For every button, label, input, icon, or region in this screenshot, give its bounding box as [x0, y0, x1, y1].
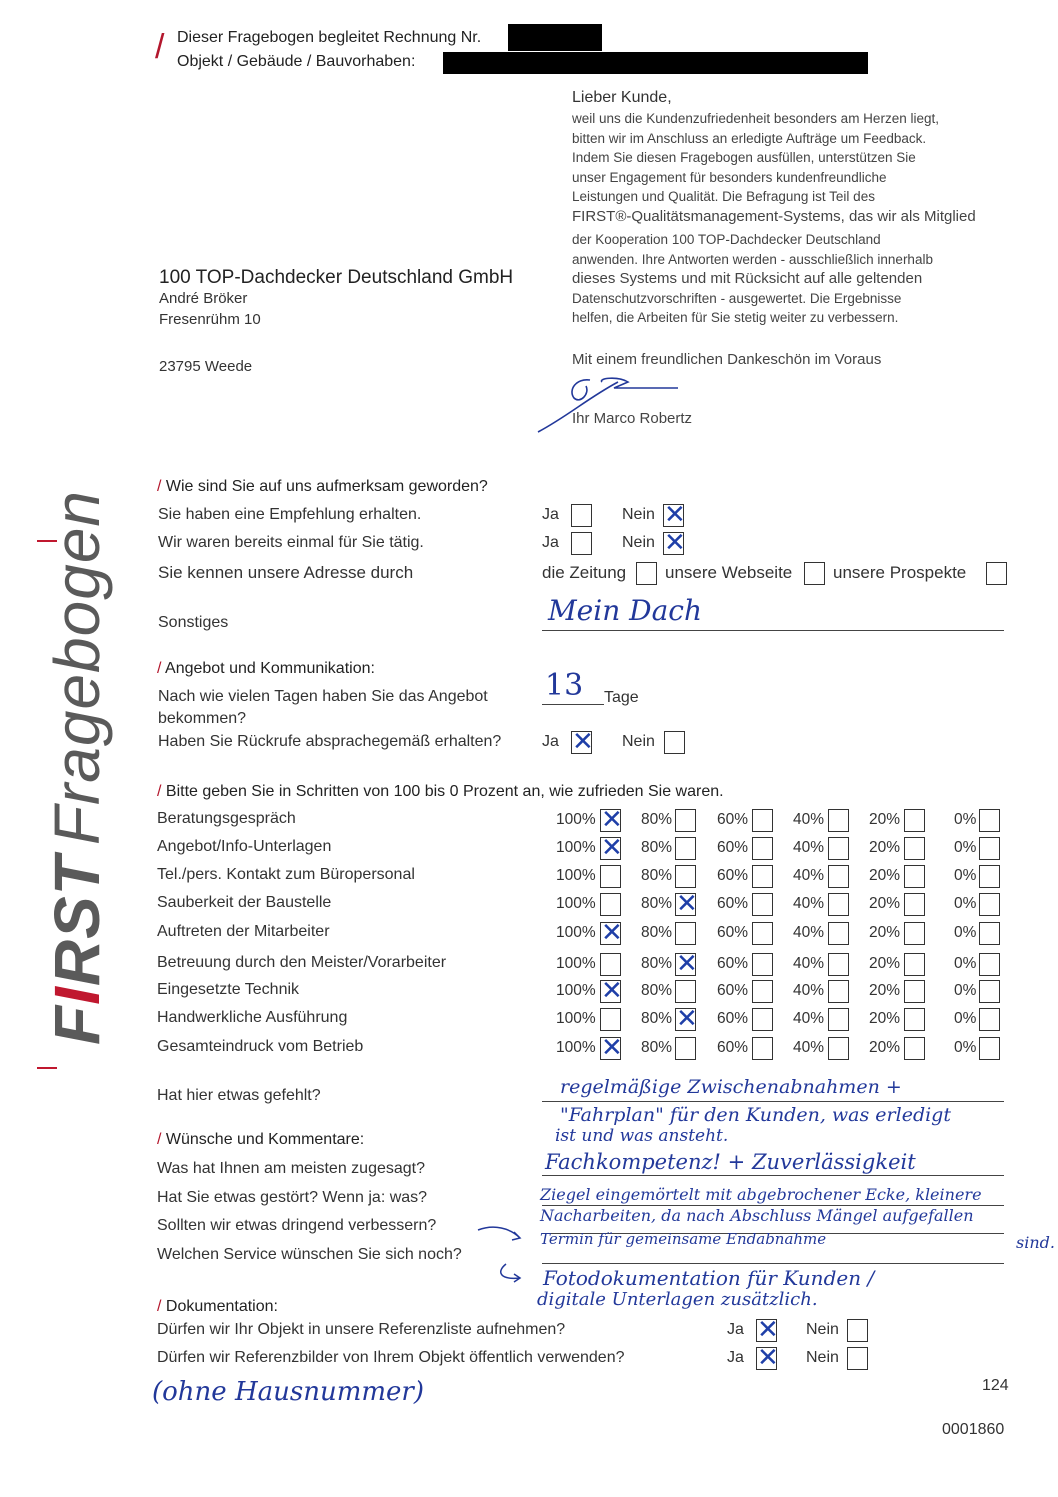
question-service: Welchen Service wünschen Sie sich noch?	[157, 1246, 462, 1263]
rating-checkbox[interactable]	[752, 809, 773, 832]
checkbox-ja[interactable]	[571, 532, 592, 555]
answer-line	[542, 1175, 1004, 1176]
rating-level-label: 20%	[869, 982, 901, 999]
answer-line	[542, 630, 1004, 631]
rating-checkbox[interactable]	[828, 837, 849, 860]
question-reference-list: Dürfen wir Ihr Objekt in unsere Referenzliste aufnehmen?	[157, 1321, 566, 1338]
rating-checkbox[interactable]	[600, 833, 623, 863]
question-reference-images: Dürfen wir Referenzbilder von Ihrem Objekt öffentlich verwenden?	[157, 1349, 625, 1366]
label-nein: Nein	[622, 534, 655, 551]
signature	[528, 368, 728, 438]
rating-checkbox[interactable]	[675, 837, 696, 860]
label-sonstiges: Sonstiges	[158, 614, 229, 631]
rating-level-label: 100%	[556, 895, 596, 912]
checkbox-ja[interactable]	[756, 1343, 779, 1373]
rating-level-label: 80%	[641, 982, 673, 999]
rating-level-label: 0%	[954, 839, 977, 856]
label-ja: Ja	[542, 506, 559, 523]
check-mark-icon: ✕	[676, 949, 698, 979]
rating-checkbox[interactable]	[979, 837, 1000, 860]
rating-level-label: 20%	[869, 811, 901, 828]
checkbox-nein[interactable]	[847, 1347, 868, 1370]
arrow-icons	[476, 1220, 524, 1292]
rating-checkbox[interactable]	[600, 865, 621, 888]
section-title-wishes: / Wünsche und Kommentare:	[157, 1131, 365, 1148]
rating-level-label: 100%	[556, 1039, 596, 1056]
letter-line: Leistungen und Qualität. Die Befragung ist Teil des	[572, 189, 875, 204]
checkbox-zeitung[interactable]	[636, 562, 657, 585]
label-nein: Nein	[806, 1349, 839, 1366]
rating-level-label: 20%	[869, 924, 901, 941]
rating-level-label: 80%	[641, 895, 673, 912]
rating-level-label: 60%	[717, 1010, 749, 1027]
rating-row-label: Eingesetzte Technik	[157, 981, 300, 998]
rating-checkbox[interactable]	[904, 893, 925, 916]
rating-checkbox[interactable]	[979, 922, 1000, 945]
label-nein: Nein	[806, 1321, 839, 1338]
rating-checkbox[interactable]	[600, 1033, 623, 1063]
letter-line: anwenden. Ihre Antworten werden - ausschließlich innerhalb	[572, 251, 933, 267]
rating-level-label: 80%	[641, 811, 673, 828]
rating-row-label: Auftreten der Mitarbeiter	[157, 923, 330, 940]
handwritten-service-2: digitale Unterlagen zusätzlich.	[537, 1289, 818, 1310]
checkbox-ja[interactable]	[756, 1315, 779, 1345]
rating-level-label: 20%	[869, 839, 901, 856]
rating-level-label: 60%	[717, 895, 749, 912]
rating-checkbox[interactable]	[904, 1008, 925, 1031]
rating-row-label: Tel./pers. Kontakt zum Büropersonal	[157, 866, 415, 883]
option-zeitung: die Zeitung	[542, 563, 627, 582]
rating-checkbox[interactable]	[675, 865, 696, 888]
rating-row-label: Angebot/Info-Unterlagen	[157, 838, 332, 855]
rating-level-label: 100%	[556, 867, 596, 884]
rating-level-label: 60%	[717, 924, 749, 941]
label-ja: Ja	[727, 1349, 744, 1366]
question-offer-days: Nach wie vielen Tagen haben Sie das Angebot	[158, 688, 488, 705]
rating-checkbox[interactable]	[752, 837, 773, 860]
rating-checkbox[interactable]	[828, 1008, 849, 1031]
rating-checkbox[interactable]	[828, 809, 849, 832]
sidebar-title	[40, 490, 114, 1045]
rating-level-label: 0%	[954, 895, 977, 912]
rating-row-label: Handwerkliche Ausführung	[157, 1009, 348, 1026]
rating-checkbox[interactable]	[752, 865, 773, 888]
letter-line: Indem Sie diesen Fragebogen ausfüllen, unterstützen Sie	[572, 150, 916, 165]
letter-line: der Kooperation 100 TOP-Dachdecker Deutschland	[572, 232, 881, 247]
rating-level-label: 60%	[717, 1039, 749, 1056]
question-missing: Hat hier etwas gefehlt?	[157, 1087, 321, 1104]
handwritten-missing-2: "Fahrplan" für den Kunden, was erledigt	[560, 1104, 951, 1126]
rating-checkbox[interactable]	[828, 893, 849, 916]
check-mark-icon: ✕	[676, 1004, 698, 1034]
label-ja: Ja	[542, 733, 559, 750]
rating-level-label: 60%	[717, 811, 749, 828]
rating-level-label: 40%	[793, 867, 825, 884]
answer-line	[542, 1263, 1004, 1264]
checkbox-nein[interactable]	[664, 731, 685, 754]
check-mark-icon: ✕	[757, 1343, 779, 1373]
rating-checkbox[interactable]	[675, 980, 696, 1003]
redacted-object	[443, 52, 868, 74]
rating-checkbox[interactable]	[828, 980, 849, 1003]
checkbox-webseite[interactable]	[804, 562, 825, 585]
question-offer-days-cont: bekommen?	[158, 710, 247, 727]
rating-checkbox[interactable]	[675, 949, 698, 979]
rating-checkbox[interactable]	[675, 922, 696, 945]
rating-level-label: 100%	[556, 839, 596, 856]
checkbox-prospekte[interactable]	[986, 562, 1007, 585]
rating-level-label: 60%	[717, 839, 749, 856]
handwritten-disturbed-1: Ziegel eingemörtelt mit abgebrochener Ecke, kleinere	[540, 1185, 982, 1204]
rating-level-label: 40%	[793, 955, 825, 972]
rating-checkbox[interactable]	[752, 953, 773, 976]
checkbox-ja[interactable]	[571, 504, 592, 527]
rating-checkbox[interactable]	[675, 889, 698, 919]
handwritten-service-1: Fotodokumentation für Kunden /	[543, 1266, 875, 1290]
rating-level-label: 100%	[556, 811, 596, 828]
checkbox-nein[interactable]	[663, 500, 686, 530]
rating-checkbox[interactable]	[828, 1037, 849, 1060]
label-tage: Tage	[604, 689, 639, 706]
rating-row-label: Sauberkeit der Baustelle	[157, 894, 332, 911]
rating-checkbox[interactable]	[979, 1008, 1000, 1031]
handwritten-missing-1: regelmäßige Zwischenabnahmen +	[560, 1076, 902, 1098]
answer-line	[542, 1101, 1004, 1102]
rating-checkbox[interactable]	[828, 865, 849, 888]
rating-level-label: 80%	[641, 955, 673, 972]
question-callbacks: Haben Sie Rückrufe absprachegemäß erhalten?	[158, 733, 502, 750]
sidebar-word: Fragebogen	[41, 489, 113, 846]
question-previous-work: Wir waren bereits einmal für Sie tätig.	[158, 534, 424, 551]
check-mark-icon: ✕	[676, 889, 698, 919]
rating-level-label: 0%	[954, 867, 977, 884]
rating-level-label: 60%	[717, 955, 749, 972]
rating-level-label: 20%	[869, 1010, 901, 1027]
rating-checkbox[interactable]	[675, 809, 696, 832]
rating-checkbox[interactable]	[904, 922, 925, 945]
handwritten-disturbed-3: sind.	[1016, 1233, 1055, 1252]
rating-checkbox[interactable]	[752, 922, 773, 945]
redacted-invoice-number	[508, 24, 602, 51]
letter-line: FIRST®-Qualitätsmanagement-Systems, das wir als Mitglied	[572, 207, 976, 225]
rating-checkbox[interactable]	[979, 865, 1000, 888]
rating-level-label: 40%	[793, 895, 825, 912]
label-ja: Ja	[727, 1321, 744, 1338]
rating-row-label: Beratungsgespräch	[157, 810, 296, 827]
rating-level-label: 0%	[954, 1039, 977, 1056]
rating-level-label: 40%	[793, 1039, 825, 1056]
rating-row-label: Betreuung durch den Meister/Vorarbeiter	[157, 954, 447, 971]
rating-checkbox[interactable]	[600, 918, 623, 948]
section-title-documentation: / Dokumentation:	[157, 1298, 278, 1315]
rating-checkbox[interactable]	[600, 805, 623, 835]
check-mark-icon: ✕	[757, 1315, 779, 1345]
letter-body	[572, 109, 976, 328]
rating-level-label: 80%	[641, 867, 673, 884]
rating-level-label: 40%	[793, 924, 825, 941]
answer-line	[542, 704, 604, 705]
checkbox-nein[interactable]	[847, 1319, 868, 1342]
rating-level-label: 0%	[954, 811, 977, 828]
letter-line: weil uns die Kundenzufriedenheit besonders am Herzen liegt,	[572, 111, 939, 126]
handwritten-missing-3: ist und was ansteht.	[555, 1126, 729, 1146]
check-mark-icon: ✕	[664, 500, 686, 530]
check-mark-icon: ✕	[572, 727, 594, 757]
rating-level-label: 0%	[954, 955, 977, 972]
rating-level-label: 80%	[641, 1010, 673, 1027]
handwritten-improve: Termin für gemeinsame Endabnahme	[540, 1230, 827, 1248]
handwritten-liked: Fachkompetenz! + Zuverlässigkeit	[545, 1150, 916, 1174]
first-logo: FIRST	[41, 855, 113, 1045]
rating-checkbox[interactable]	[828, 922, 849, 945]
accent-slash: /	[155, 28, 165, 66]
letter-signer: Ihr Marco Robertz	[572, 410, 693, 427]
company-contact: André Bröker	[159, 290, 248, 307]
rating-row-label: Gesamteindruck vom Betrieb	[157, 1038, 364, 1055]
letter-line: helfen, die Arbeiten für Sie stetig weiter zu verbessern.	[572, 310, 899, 325]
checkbox-nein[interactable]	[663, 528, 686, 558]
rating-checkbox[interactable]	[904, 837, 925, 860]
letter-line: unser Engagement für besonders kundenfreundliche	[572, 169, 887, 185]
red-tick	[37, 1067, 57, 1069]
check-mark-icon: ✕	[601, 1033, 623, 1063]
rating-checkbox[interactable]	[752, 893, 773, 916]
question-improve: Sollten wir etwas dringend verbessern?	[157, 1217, 437, 1234]
rating-checkbox[interactable]	[828, 953, 849, 976]
option-webseite: unsere Webseite	[665, 563, 793, 582]
rating-checkbox[interactable]	[752, 980, 773, 1003]
rating-checkbox[interactable]	[904, 980, 925, 1003]
company-name: 100 TOP-Dachdecker Deutschland GmbH	[159, 267, 514, 288]
rating-checkbox[interactable]	[904, 809, 925, 832]
letter-line: bitten wir im Anschluss an erledigte Aufträge um Feedback.	[572, 130, 927, 146]
handwritten-sonstiges: Mein Dach	[548, 594, 702, 627]
section-title-source: / Wie sind Sie auf uns aufmerksam geworden?	[157, 478, 488, 495]
check-mark-icon: ✕	[601, 833, 623, 863]
check-mark-icon: ✕	[664, 528, 686, 558]
rating-level-label: 20%	[869, 1039, 901, 1056]
question-recommendation: Sie haben eine Empfehlung erhalten.	[158, 506, 422, 523]
rating-level-label: 0%	[954, 924, 977, 941]
rating-level-label: 100%	[556, 982, 596, 999]
rating-checkbox[interactable]	[979, 893, 1000, 916]
handwritten-days: 13	[545, 668, 584, 703]
check-mark-icon: ✕	[601, 976, 623, 1006]
rating-level-label: 40%	[793, 1010, 825, 1027]
invoice-label: Dieser Fragebogen begleitet Rechnung Nr.	[177, 29, 482, 46]
rating-checkbox[interactable]	[979, 1037, 1000, 1060]
rating-checkbox[interactable]	[752, 1037, 773, 1060]
handwritten-note: (ohne Hausnummer)	[152, 1377, 424, 1407]
question-address-source: Sie kennen unsere Adresse durch	[158, 563, 414, 582]
rating-checkbox[interactable]	[979, 980, 1000, 1003]
rating-level-label: 0%	[954, 982, 977, 999]
section-title-satisfaction: / Bitte geben Sie in Schritten von 100 bis 0 Prozent an, wie zufrieden Sie waren.	[157, 783, 724, 800]
object-label: Objekt / Gebäude / Bauvorhaben:	[177, 53, 416, 70]
rating-checkbox[interactable]	[600, 953, 621, 976]
rating-checkbox[interactable]	[979, 809, 1000, 832]
rating-checkbox[interactable]	[675, 1004, 698, 1034]
page-number: 124	[982, 1377, 1009, 1394]
rating-level-label: 20%	[869, 955, 901, 972]
section-title-offer: / Angebot und Kommunikation:	[157, 660, 375, 677]
rating-checkbox[interactable]	[904, 865, 925, 888]
rating-level-label: 60%	[717, 982, 749, 999]
rating-checkbox[interactable]	[600, 976, 623, 1006]
label-nein: Nein	[622, 506, 655, 523]
letter-line: Datenschutzvorschriften - ausgewertet. Die Ergebnisse	[572, 290, 902, 306]
rating-checkbox[interactable]	[600, 1008, 621, 1031]
question-disturbed: Hat Sie etwas gestört? Wenn ja: was?	[157, 1189, 428, 1206]
rating-level-label: 80%	[641, 839, 673, 856]
handwritten-disturbed-2: Nacharbeiten, da nach Abschluss Mängel aufgefallen	[540, 1206, 974, 1225]
rating-level-label: 0%	[954, 1010, 977, 1027]
label-nein: Nein	[622, 733, 655, 750]
rating-level-label: 60%	[717, 867, 749, 884]
company-street: Fresenrühm 10	[159, 311, 261, 328]
rating-checkbox[interactable]	[904, 953, 925, 976]
rating-checkbox[interactable]	[979, 953, 1000, 976]
rating-level-label: 100%	[556, 1010, 596, 1027]
rating-level-label: 20%	[869, 867, 901, 884]
option-prospekte: unsere Prospekte	[833, 563, 967, 582]
label-ja: Ja	[542, 534, 559, 551]
rating-level-label: 80%	[641, 1039, 673, 1056]
rating-checkbox[interactable]	[904, 1037, 925, 1060]
rating-checkbox[interactable]	[752, 1008, 773, 1031]
company-city: 23795 Weede	[159, 358, 253, 375]
rating-level-label: 100%	[556, 924, 596, 941]
rating-level-label: 80%	[641, 924, 673, 941]
question-liked: Was hat Ihnen am meisten zugesagt?	[157, 1160, 425, 1177]
rating-checkbox[interactable]	[675, 1037, 696, 1060]
check-mark-icon: ✕	[601, 918, 623, 948]
letter-greeting: Lieber Kunde,	[572, 89, 672, 106]
document-number: 0001860	[942, 1421, 1005, 1438]
rating-level-label: 40%	[793, 811, 825, 828]
rating-level-label: 40%	[793, 982, 825, 999]
letter-closing: Mit einem freundlichen Dankeschön im Voraus	[572, 351, 882, 368]
checkbox-ja[interactable]	[571, 727, 594, 757]
letter-line: dieses Systems und mit Rücksicht auf alle geltenden	[572, 270, 923, 287]
rating-level-label: 20%	[869, 895, 901, 912]
rating-level-label: 100%	[556, 955, 596, 972]
rating-checkbox[interactable]	[600, 893, 621, 916]
check-mark-icon: ✕	[601, 805, 623, 835]
rating-level-label: 40%	[793, 839, 825, 856]
